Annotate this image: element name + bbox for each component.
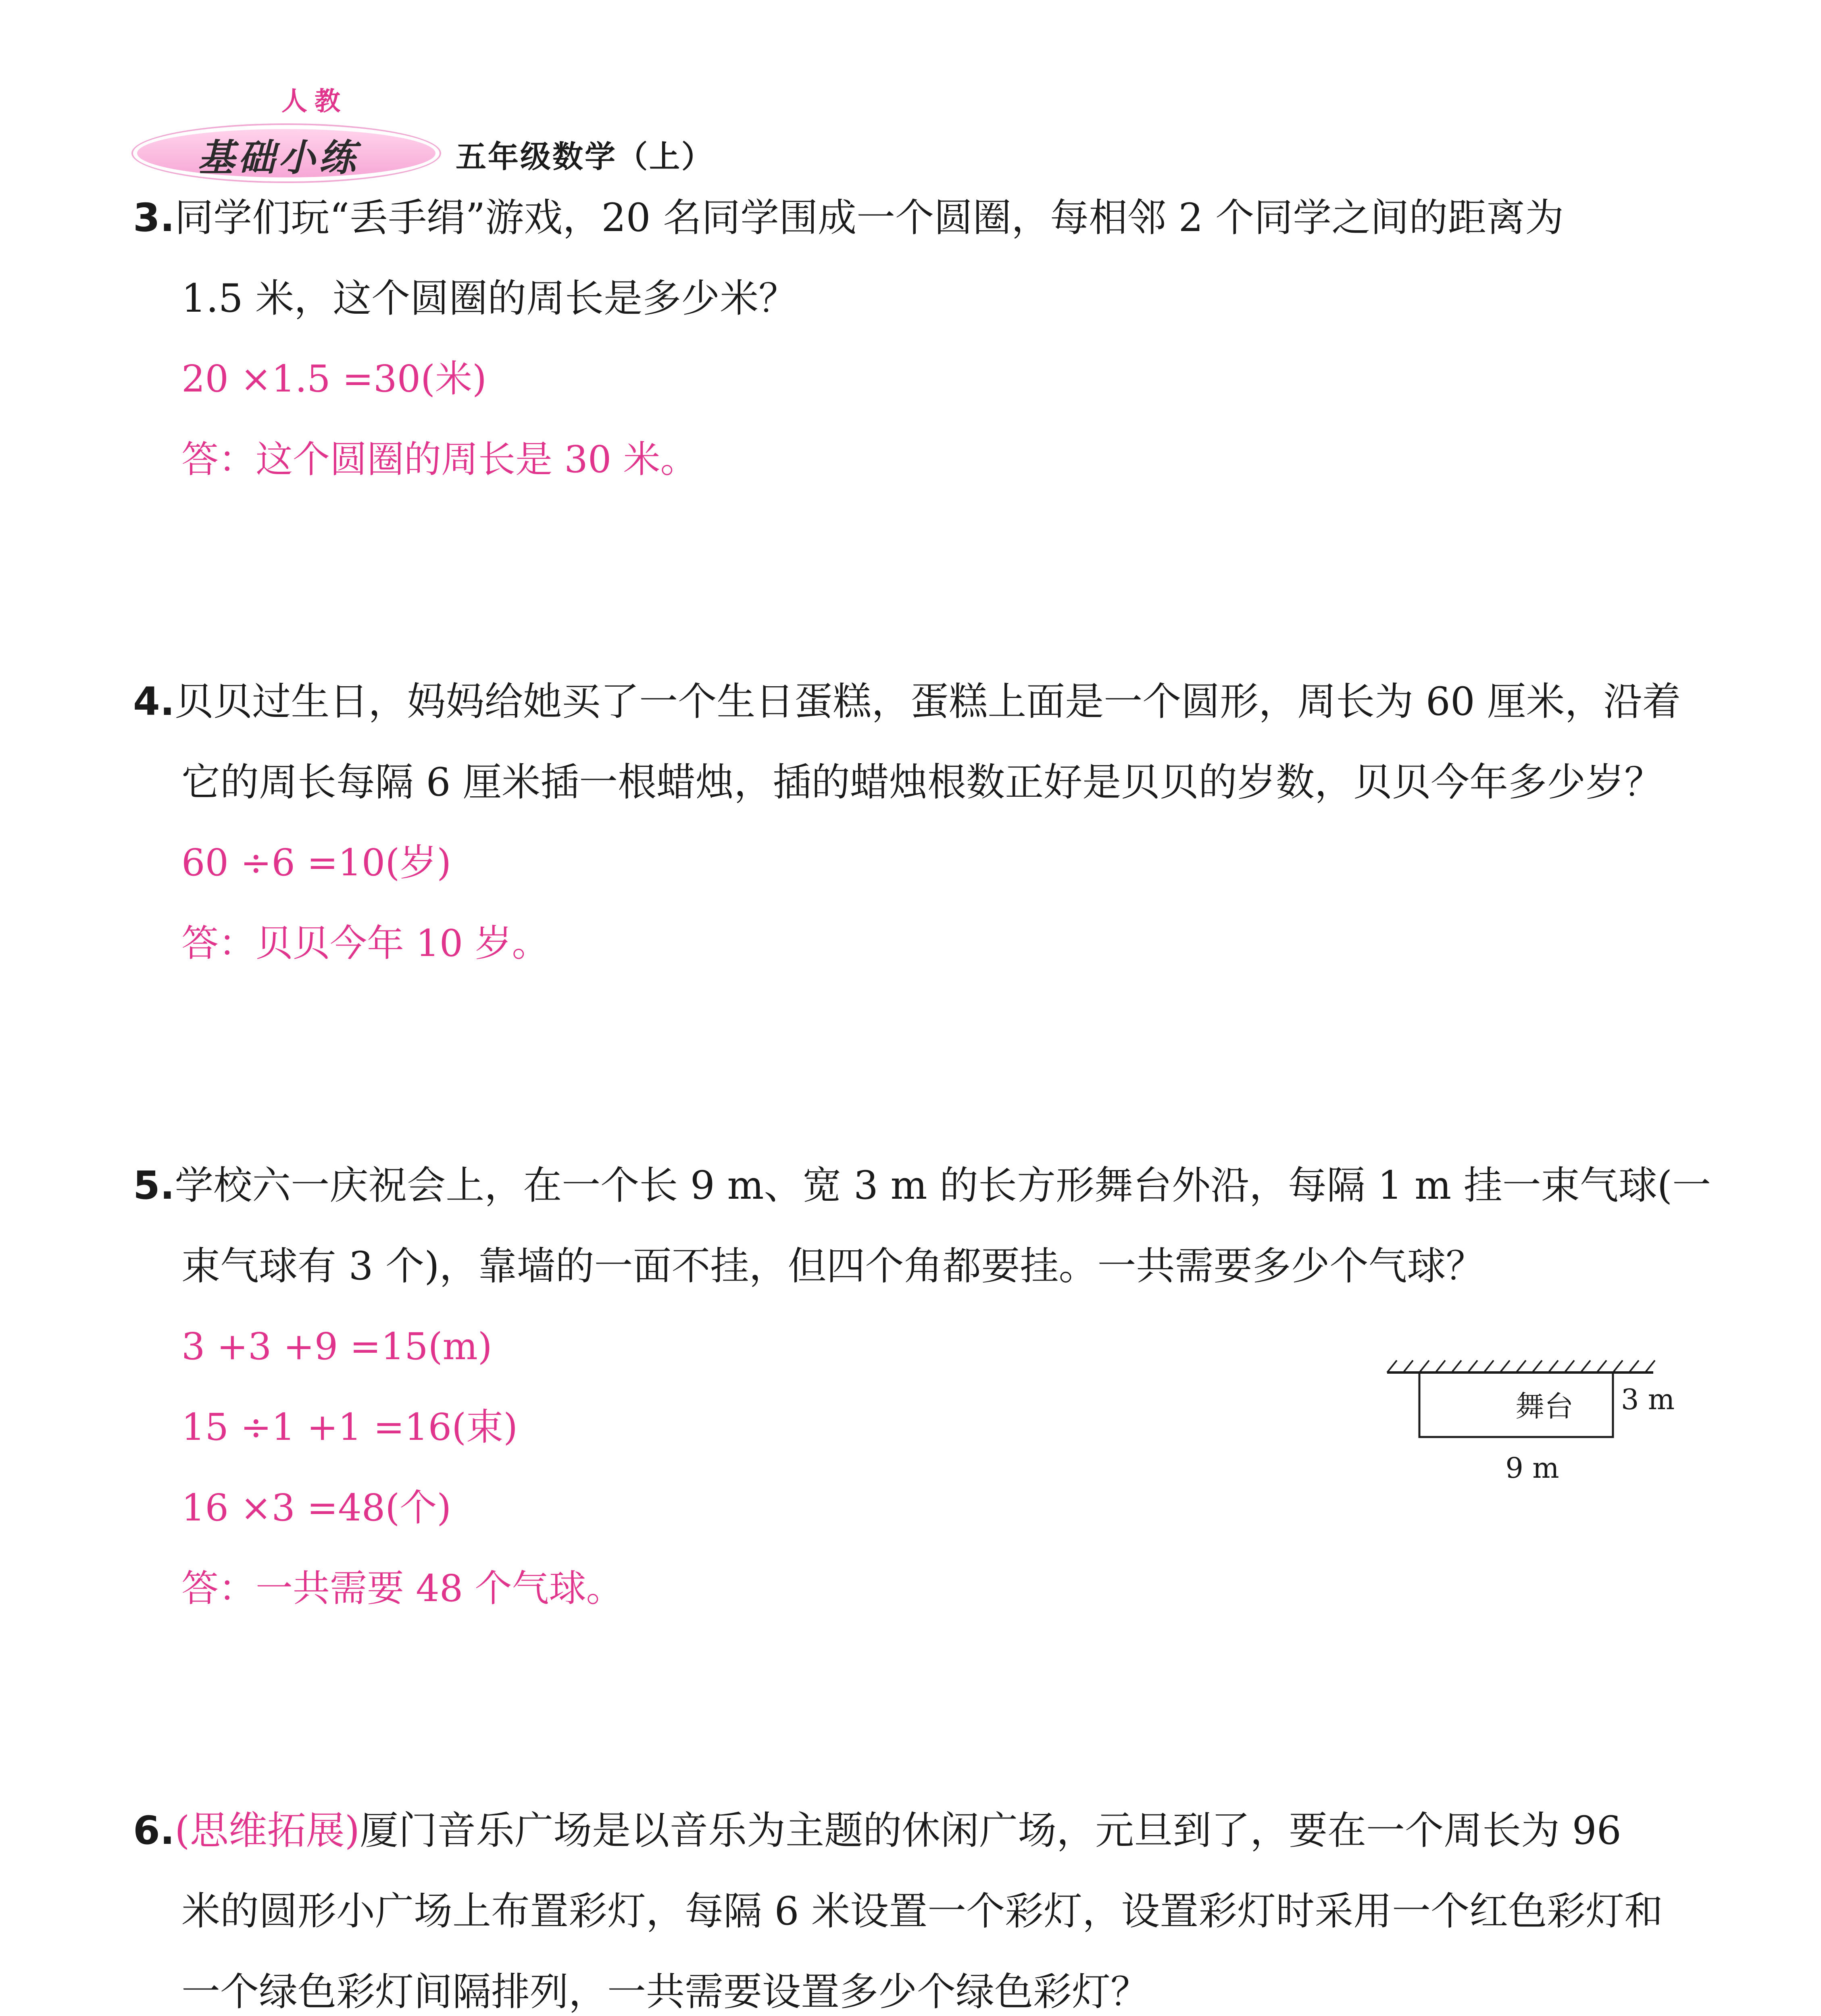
question-text: 一个绿色彩灯间隔排列，一共需要设置多少个绿色彩灯？ <box>181 1969 1149 2014</box>
question-text: 它的周长每隔 6 厘米插一根蜡烛，插的蜡烛根数正好是贝贝的岁数，贝贝今年多少岁？ <box>181 760 1663 805</box>
question-text: 学校六一庆祝会上，在一个长 9 m、宽 3 m 的长方形舞台外沿，每隔 1 m 挂一束气球(一 <box>175 1163 1711 1208</box>
question-number: 3. <box>133 195 175 240</box>
book-subtitle: 五年级数学（上） <box>456 139 714 175</box>
question-number: 6. <box>133 1808 175 1853</box>
answer-line: 16 ×3 =48(个) <box>181 1486 452 1529</box>
stage-label: 舞台 <box>1515 1389 1573 1423</box>
question-number: 4. <box>133 679 175 724</box>
question-line <box>133 1790 1663 1871</box>
question-text: 厦门音乐广场是以音乐为主题的休闲广场，元旦到了，要在一个周长为 96 <box>360 1808 1621 1853</box>
question-4 <box>133 661 1681 823</box>
question-line <box>133 1145 1711 1226</box>
question-text: 贝贝过生日，妈妈给她买了一个生日蛋糕，蛋糕上面是一个圆形，周长为 60 厘米，沿着 <box>175 679 1681 724</box>
question-text: 同学们玩“丢手绢”游戏，20 名同学围成一个圆圈，每相邻 2 个同学之间的距离为 <box>175 195 1564 240</box>
question-6 <box>133 1790 1663 2016</box>
answer-line: 20 ×1.5 =30(米) <box>181 357 487 400</box>
question-line <box>133 177 1564 258</box>
question-text: 1.5 米，这个圆圈的周长是多少米？ <box>181 276 798 321</box>
answer-line: 答：一共需要 48 个气球。 <box>181 1567 623 1610</box>
badge-publisher: 人教 <box>281 87 348 117</box>
answer-line: 15 ÷1 +1 =16(束) <box>181 1406 518 1449</box>
question-text: 束气球有 3 个)，靠墙的一面不挂，但四个角都要挂。一共需要多少个气球？ <box>181 1243 1485 1289</box>
answer-line: 答：贝贝今年 10 岁。 <box>181 922 549 965</box>
page-header <box>133 81 738 181</box>
answer-line: 3 +3 +9 =15(m) <box>181 1325 492 1368</box>
answer-line: 60 ÷6 =10(岁) <box>181 841 452 884</box>
question-number: 5. <box>133 1163 175 1208</box>
question-tag: (思维拓展) <box>175 1808 360 1853</box>
wall-hatching <box>1387 1360 1655 1372</box>
badge-series-title: 基础小练 <box>198 136 359 179</box>
stage-width-label: 9 m <box>1505 1452 1559 1485</box>
question-text: 米的圆形小广场上布置彩灯，每隔 6 米设置一个彩灯，设置彩灯时采用一个红色彩灯和 <box>181 1889 1663 1934</box>
stage-diagram <box>1379 1355 1702 1500</box>
answer-line: 答：这个圆圈的周长是 30 米。 <box>181 438 698 481</box>
question-3 <box>133 177 1564 339</box>
question-5 <box>133 1145 1711 1306</box>
question-line <box>133 661 1681 742</box>
stage-height-label: 3 m <box>1621 1383 1675 1416</box>
